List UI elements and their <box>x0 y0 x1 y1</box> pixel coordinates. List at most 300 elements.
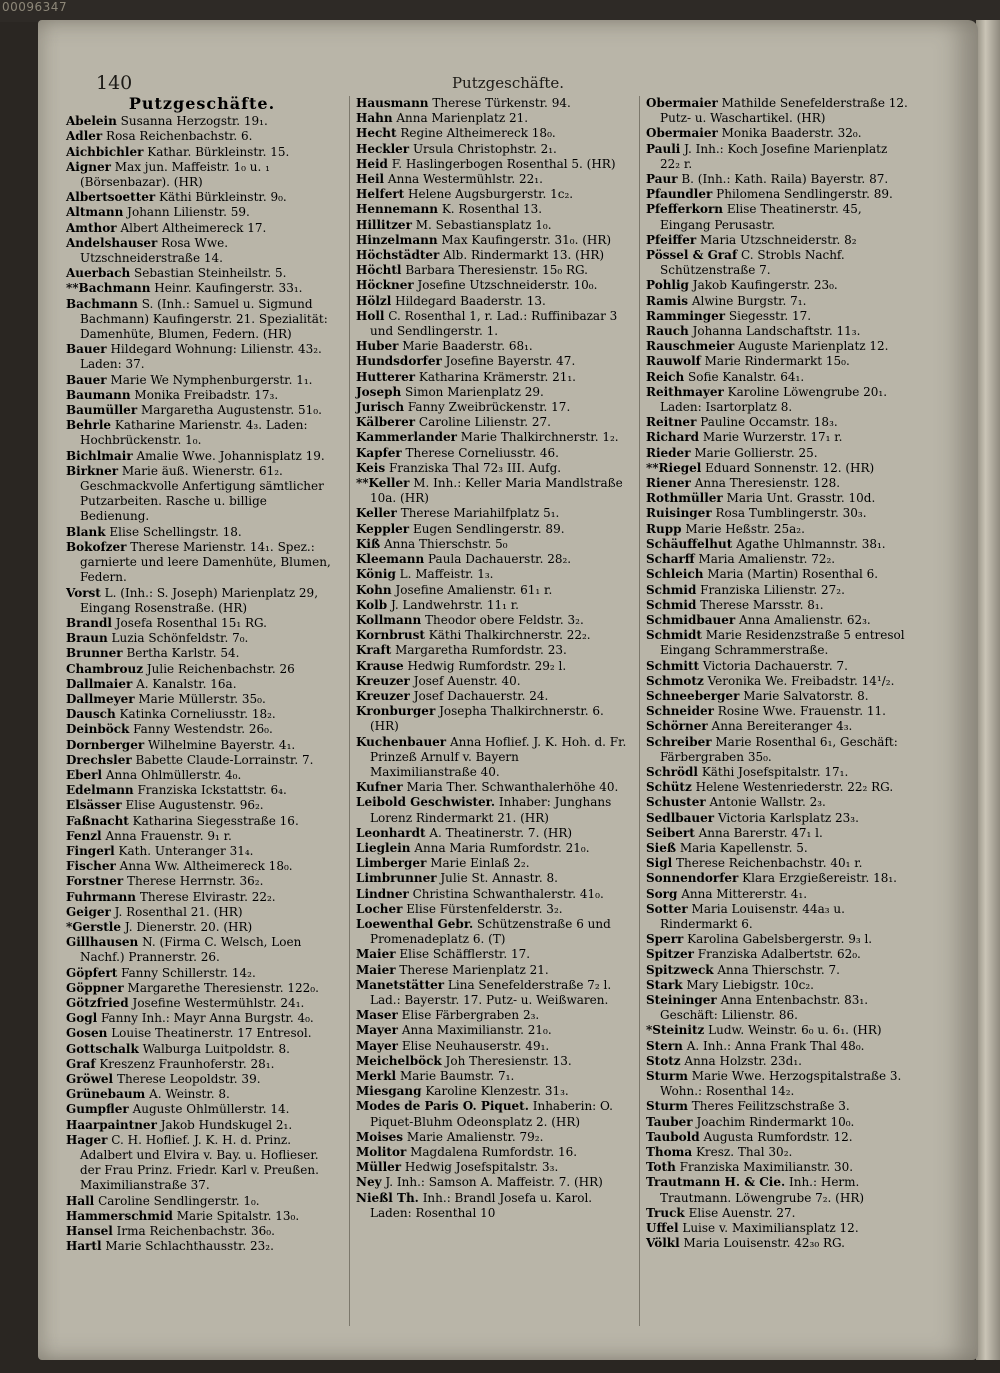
directory-entry <box>646 735 911 765</box>
entry-details: Elise Auenstr. 27. <box>688 1205 796 1220</box>
entry-details: J. Dienerstr. 20. (HR) <box>124 919 253 934</box>
entry-details: F. Haslingerbogen Rosenthal 5. (HR) <box>391 156 616 171</box>
directory-entry <box>66 388 338 403</box>
entry-name: Kohn <box>356 582 392 597</box>
entry-name: Lindner <box>356 886 409 901</box>
directory-entry <box>356 1130 628 1145</box>
entry-name: Dornberger <box>66 737 145 752</box>
entry-details: Susanna Herzogstr. 19₁. <box>120 114 268 129</box>
entry-details: Fanny Inh.: Mayr Anna Burgstr. 4₀. <box>101 1011 314 1026</box>
directory-entry <box>66 205 338 220</box>
entry-details: Kath. Unteranger 31₄. <box>118 843 254 858</box>
entry-details: Maria Utzschneiderstr. 8₂ <box>700 232 857 247</box>
entry-details: Anna Hoflief. J. K. Hoh. d. Fr. Prinzeß Arnulf v. Bayern Maximilianstraße 40. <box>370 734 627 779</box>
directory-entry <box>356 689 628 704</box>
entry-name: Höchtl <box>356 263 402 278</box>
entry-details: Lina Senefelderstraße 7₂ l. Lad.: Bayerstr. 17. Putz- u. Weißwaren. <box>370 977 612 1007</box>
entry-name: Braun <box>66 631 108 646</box>
entry-details: Anna Mittererstr. 4₁. <box>681 886 808 901</box>
entry-name: Gumpfler <box>66 1102 129 1117</box>
directory-column-3 <box>646 96 911 1251</box>
directory-entry <box>356 263 628 278</box>
directory-entry <box>646 1206 911 1221</box>
directory-entry <box>646 278 911 293</box>
entry-details: Katharina Krämerstr. 21₁. <box>418 369 576 384</box>
page-number: 140 <box>96 72 133 94</box>
entry-details: Anna Barerstr. 47₁ l. <box>698 825 823 840</box>
directory-entry <box>66 1194 338 1209</box>
entry-name: Reitner <box>646 415 697 430</box>
directory-entry <box>356 1023 628 1038</box>
entry-details: Josefine Utzschneiderstr. 10₀. <box>417 278 598 293</box>
entry-name: Höckner <box>356 278 414 293</box>
entry-details: J. Landwehrstr. 11₁ r. <box>390 597 519 612</box>
directory-entry <box>66 449 338 464</box>
entry-details: Marie Rosenthal 6₁, Geschäft: Färbergraben 35₀. <box>660 734 898 764</box>
entry-details: Johanna Landschaftstr. 11₃. <box>692 324 861 339</box>
directory-entry <box>66 935 338 965</box>
entry-name: Gogl <box>66 1011 98 1026</box>
entry-details: Inhaber: Junghans Lorenz Rindermarkt 21. (HR) <box>370 795 612 825</box>
entry-details: Marie Gollierstr. 25. <box>694 445 818 460</box>
entry-details: Josefa Rosenthal 15₁ RG. <box>115 615 267 630</box>
directory-entry <box>646 947 911 962</box>
entry-name: Molitor <box>356 1145 407 1160</box>
directory-entry <box>356 218 628 233</box>
entry-details: A. Inh.: Anna Frank Thal 48₀. <box>686 1038 865 1053</box>
directory-entry <box>66 996 338 1011</box>
entry-details: Eugen Sendlingerstr. 89. <box>412 521 565 536</box>
entry-details: Maria Amalienstr. 72₂. <box>698 552 836 567</box>
entry-name: Stern <box>646 1038 683 1053</box>
entry-name: Pössel & Graf <box>646 248 738 263</box>
directory-entry <box>646 567 911 582</box>
directory-entry <box>646 142 911 172</box>
entry-details: Bertha Karlstr. 54. <box>126 646 240 661</box>
directory-entry <box>66 981 338 996</box>
entry-name: Loewenthal Gebr. <box>356 916 474 931</box>
directory-entry <box>356 309 628 339</box>
entry-details: Johann Lilienstr. 59. <box>127 205 250 220</box>
directory-entry <box>66 859 338 874</box>
entry-details: Irma Reichenbachstr. 36₀. <box>116 1224 275 1239</box>
entry-details: Helene Westenriederstr. 22₂ RG. <box>695 780 894 795</box>
entry-details: K. Rosenthal 13. <box>441 202 543 217</box>
directory-entry <box>66 160 338 190</box>
directory-entry <box>66 753 338 768</box>
directory-entry <box>356 537 628 552</box>
directory-entry <box>356 126 628 141</box>
directory-entry <box>356 826 628 841</box>
entry-name: Forstner <box>66 874 124 889</box>
entry-details: Margaretha Rumfordstr. 23. <box>395 643 567 658</box>
entry-name: Spitzer <box>646 947 694 962</box>
directory-entry <box>646 1175 911 1205</box>
entry-details: Julie Reichenbachstr. 26 <box>146 661 295 676</box>
entry-details: Amalie Wwe. Johannisplatz 19. <box>136 448 325 463</box>
directory-entry <box>66 738 338 753</box>
entry-details: Victoria Dachauerstr. 7. <box>702 658 848 673</box>
entry-details: Mary Liebigstr. 10c₂. <box>686 977 814 992</box>
entry-details: Katharine Marienstr. 4₃. Laden: Hochbrückenstr. 1₀. <box>80 418 308 448</box>
entry-details: J. Inh.: Samson A. Maffeistr. 7. (HR) <box>385 1175 603 1190</box>
entry-name: Schmid <box>646 582 697 597</box>
directory-entry <box>356 583 628 598</box>
entry-details: Marie Einlaß 2₂. <box>430 856 530 871</box>
directory-entry <box>66 129 338 144</box>
entry-details: Marie Müllerstr. 35₀. <box>138 691 266 706</box>
entry-details: Luzia Schönfeldstr. 7₀. <box>111 631 249 646</box>
entry-details: Simon Marienplatz 29. <box>405 384 544 399</box>
directory-entry <box>356 552 628 567</box>
entry-details: Walburga Luitpoldstr. 8. <box>142 1041 290 1056</box>
entry-name: Faßnacht <box>66 813 129 828</box>
directory-entry <box>356 1008 628 1023</box>
entry-details: Max Kaufingerstr. 31₀. (HR) <box>441 232 612 247</box>
entry-details: Marie Residenzstraße 5 entresol Eingang Schrammerstraße. <box>660 628 905 658</box>
directory-entry <box>646 978 911 993</box>
entry-name: Schütz <box>646 780 692 795</box>
entry-name: Leibold Geschwister. <box>356 795 496 810</box>
entry-name: Dausch <box>66 707 116 722</box>
entry-details: Marie äuß. Wienerstr. 61₂. Geschmackvolle Anfertigung sämtlicher Putzarbeiten. Rasche u. billige Bedienung. <box>80 463 324 524</box>
directory-entry <box>356 598 628 613</box>
entry-details: Monika Baaderstr. 32₀. <box>721 126 862 141</box>
entry-details: Theodor obere Feldstr. 3₂. <box>425 612 584 627</box>
directory-entry <box>66 1042 338 1057</box>
directory-entry <box>356 947 628 962</box>
directory-entry <box>356 415 628 430</box>
entry-details: Anna Ohlmüllerstr. 4₀. <box>105 767 242 782</box>
entry-name: Kreuzer <box>356 688 410 703</box>
directory-entry <box>646 552 911 567</box>
directory-entry <box>66 890 338 905</box>
entry-details: Anna Maria Rumfordstr. 21₀. <box>414 840 590 855</box>
entry-name: Kornbrust <box>356 628 425 643</box>
entry-details: Marie Rindermarkt 15₀. <box>704 354 850 369</box>
directory-entry <box>356 446 628 461</box>
entry-details: Anna Thierschstr. 7. <box>717 962 840 977</box>
entry-details: Klara Erzgießereistr. 18₁. <box>742 871 897 886</box>
entry-details: Jakob Hundskugel 2₁. <box>160 1117 293 1132</box>
entry-details: Hildegard Baaderstr. 13. <box>395 293 546 308</box>
entry-name: Fuhrmann <box>66 889 137 904</box>
entry-details: Rosa Reichenbachstr. 6. <box>106 129 253 144</box>
entry-name: Hartl <box>66 1239 102 1254</box>
directory-entry <box>66 1011 338 1026</box>
entry-details: Mathilde Senefelderstraße 12. Putz- u. Waschartikel. (HR) <box>660 96 908 126</box>
directory-entry <box>356 674 628 689</box>
directory-entry <box>646 1099 911 1114</box>
entry-name: Hundsdorfer <box>356 354 442 369</box>
entry-name: Hansel <box>66 1224 113 1239</box>
directory-entry <box>356 187 628 202</box>
entry-name: Leonhardt <box>356 825 426 840</box>
entry-details: Katharina Siegesstraße 16. <box>132 813 299 828</box>
directory-entry <box>646 506 911 521</box>
entry-name: Schneeberger <box>646 688 740 703</box>
entry-name: Scharff <box>646 552 695 567</box>
directory-entry <box>646 248 911 278</box>
directory-entry <box>66 798 338 813</box>
entry-details: Elise Fürstenfelderstr. 3₂. <box>406 901 563 916</box>
entry-name: Paur <box>646 172 678 187</box>
entry-details: Fanny Schillerstr. 14₂. <box>121 965 256 980</box>
entry-details: Jakob Kaufingerstr. 23₀. <box>692 278 838 293</box>
entry-details: Franziska Maximilianstr. 30. <box>679 1160 854 1175</box>
entry-name: Hölzl <box>356 293 392 308</box>
entry-details: Inh.: Herm. Trautmann. Löwengrube 7₂. (HR) <box>660 1175 865 1205</box>
entry-name: Obermaier <box>646 126 718 141</box>
directory-entry <box>356 659 628 674</box>
entry-name: Modes de Paris O. Piquet. <box>356 1099 529 1114</box>
directory-entry <box>646 689 911 704</box>
directory-entry <box>646 795 911 810</box>
directory-entry <box>646 659 911 674</box>
entry-name: Bachmann <box>66 296 138 311</box>
directory-entry <box>646 628 911 658</box>
entry-details: Wilhelmine Bayerstr. 4₁. <box>147 737 296 752</box>
entry-details: Anna Frauenstr. 9₁ r. <box>105 828 232 843</box>
entry-name: Völkl <box>646 1236 680 1251</box>
directory-entry <box>66 1102 338 1117</box>
entry-name: Schörner <box>646 719 708 734</box>
directory-entry <box>356 887 628 902</box>
entry-details: Babette Claude-Lorrainstr. 7. <box>135 752 314 767</box>
entry-name: **Bachmann <box>66 281 151 296</box>
entry-name: Mayer <box>356 1038 398 1053</box>
entry-details: J. Rosenthal 21. (HR) <box>114 904 243 919</box>
entry-name: Schrödl <box>646 764 698 779</box>
directory-entry <box>356 461 628 476</box>
directory-entry <box>646 811 911 826</box>
entry-name: Kronburger <box>356 704 436 719</box>
entry-details: Hedwig Josefspitalstr. 3₃. <box>404 1160 559 1175</box>
column-divider <box>349 96 350 1326</box>
entry-name: Heid <box>356 156 388 171</box>
directory-entry <box>356 385 628 400</box>
entry-name: Kuchenbauer <box>356 734 447 749</box>
entry-details: Marie Wwe. Herzogspitalstraße 3. Wohn.: Rosenthal 14₂. <box>660 1069 902 1099</box>
entry-name: Behrle <box>66 418 112 433</box>
entry-details: A. Weinstr. 8. <box>149 1087 230 1102</box>
directory-entry <box>66 768 338 783</box>
running-head: Putzgeschäfte. <box>451 74 565 92</box>
entry-name: Deinböck <box>66 722 130 737</box>
directory-column-1 <box>66 96 338 1254</box>
directory-entry <box>356 233 628 248</box>
entry-name: Meichelböck <box>356 1053 442 1068</box>
entry-name: Limbrunner <box>356 871 437 886</box>
directory-entry <box>646 385 911 415</box>
entry-details: Christina Schwanthalerstr. 41₀. <box>412 886 604 901</box>
entry-details: Kresz. Thal 30₂. <box>695 1145 793 1160</box>
entry-name: Keppler <box>356 521 410 536</box>
directory-entry <box>66 297 338 343</box>
entry-name: Dallmeyer <box>66 691 135 706</box>
directory-entry <box>356 795 628 825</box>
directory-entry <box>66 221 338 236</box>
directory-entry <box>356 628 628 643</box>
directory-entry <box>646 96 911 126</box>
entry-details: Maria Unt. Grasstr. 10d. <box>726 491 876 506</box>
entry-details: Julie St. Annastr. 8. <box>440 871 558 886</box>
entry-details: Karolina Gabelsbergerstr. 9₃ l. <box>687 932 873 947</box>
entry-name: Jurisch <box>356 400 405 415</box>
entry-details: Elise Neuhauserstr. 49₁. <box>401 1038 550 1053</box>
entry-details: Auguste Ohlmüllerstr. 14. <box>132 1102 290 1117</box>
entry-details: Marie Salvatorstr. 8. <box>743 688 869 703</box>
entry-details: Margaretha Augustenstr. 51₀. <box>140 403 322 418</box>
entry-details: Caroline Sendlingerstr. 1₀. <box>98 1193 260 1208</box>
entry-details: Kathar. Bürkleinstr. 15. <box>147 144 290 159</box>
directory-entry <box>646 537 911 552</box>
directory-entry <box>356 1084 628 1099</box>
entry-name: Hennemann <box>356 202 438 217</box>
entry-details: Caroline Lilienstr. 27. <box>418 415 551 430</box>
entry-name: Gottschalk <box>66 1041 139 1056</box>
entry-name: Schmidbauer <box>646 612 736 627</box>
entry-name: Seibert <box>646 825 695 840</box>
directory-entry <box>646 780 911 795</box>
entry-name: Merkl <box>356 1069 397 1083</box>
entry-name: Aigner <box>66 159 111 174</box>
entry-name: *Gerstle <box>66 919 121 934</box>
directory-entry <box>356 1054 628 1069</box>
entry-name: Albertsoetter <box>66 190 156 205</box>
entry-name: Sedlbauer <box>646 810 715 825</box>
entry-details: Rosa Wwe. Utzschneiderstraße 14. <box>80 235 229 266</box>
entry-details: N. (Firma C. Welsch, Loen Nachf.) Prannerstr. 26. <box>80 935 302 965</box>
directory-entry <box>356 248 628 263</box>
entry-name: Hutterer <box>356 369 416 384</box>
entry-name: Kiß <box>356 536 381 551</box>
entry-name: Göpfert <box>66 965 118 980</box>
entry-details: Rosa Tumblingerstr. 30₃. <box>715 506 867 521</box>
entry-name: Schmid <box>646 597 697 612</box>
directory-entry <box>356 643 628 658</box>
entry-name: Mayer <box>356 1023 398 1038</box>
entry-name: Pfeiffer <box>646 232 697 247</box>
entry-details: Anna Theresienstr. 128. <box>694 476 841 491</box>
directory-entry <box>66 1239 338 1254</box>
entry-details: Veronika We. Freibadstr. 14¹/₂. <box>707 673 895 688</box>
directory-entry <box>356 1160 628 1175</box>
directory-entry <box>356 613 628 628</box>
entry-details: Philomena Sendlingerstr. 89. <box>716 187 893 202</box>
scan-strip <box>0 0 1000 22</box>
entry-details: Franziska Lilienstr. 27₂. <box>700 582 845 597</box>
directory-entry <box>356 963 628 978</box>
entry-details: Inhaberin: O. Piquet-Bluhm Odeonsplatz 2. (HR) <box>370 1099 613 1129</box>
entry-details: Eduard Sonnenstr. 12. (HR) <box>705 460 875 475</box>
entry-details: Therese Reichenbachstr. 40₁ r. <box>676 856 863 871</box>
entry-details: J. Inh.: Koch Josefine Marienplatz 22₂ r. <box>660 141 888 171</box>
entry-details: Anna Marienplatz 21. <box>396 111 529 126</box>
entry-details: Josefine Bayerstr. 47. <box>445 354 576 369</box>
directory-entry <box>646 841 911 856</box>
entry-name: Krause <box>356 658 404 673</box>
directory-entry <box>66 190 338 205</box>
entry-name: Gillhausen <box>66 935 139 950</box>
entry-details: Josef Auenstr. 40. <box>413 673 521 688</box>
entry-details: Joachim Rindermarkt 10₀. <box>696 1114 855 1129</box>
entry-name: Maser <box>356 1008 398 1023</box>
directory-entry <box>66 418 338 448</box>
directory-entry <box>356 142 628 157</box>
directory-entry <box>646 370 911 385</box>
entry-name: Bauer <box>66 342 107 357</box>
entry-details: Alwine Burgstr. 7₁. <box>691 293 807 308</box>
directory-entry <box>66 722 338 737</box>
directory-entry <box>66 1072 338 1087</box>
entry-name: Stark <box>646 977 683 992</box>
entry-name: Höchstädter <box>356 248 440 263</box>
entry-name: Rothmüller <box>646 491 723 506</box>
directory-entry <box>66 403 338 418</box>
entry-details: Maria Kapellenstr. 5. <box>679 840 808 855</box>
directory-entry <box>66 145 338 160</box>
book-edge <box>976 20 1000 1360</box>
entry-name: Hausmann <box>356 96 429 110</box>
entry-details: Anna Amalienstr. 62₃. <box>739 612 871 627</box>
directory-entry <box>356 780 628 795</box>
entry-name: Stotz <box>646 1053 681 1068</box>
entry-name: Rieder <box>646 445 691 460</box>
entry-details: S. (Inh.: Samuel u. Sigmund Bachmann) Kaufingerstr. 21. Spezialität: Damenhüte, Blumen, Federn. (HR) <box>80 296 328 342</box>
entry-details: Therese Mariahilfplatz 5₁. <box>400 506 560 521</box>
entry-details: Franziska Thal 72₃ III. Aufg. <box>388 460 562 475</box>
entry-name: Fingerl <box>66 843 115 858</box>
directory-entry <box>66 631 338 646</box>
entry-name: Fenzl <box>66 828 102 843</box>
entry-details: A. Theatinerstr. 7. (HR) <box>429 825 573 840</box>
entry-name: Ramis <box>646 293 689 308</box>
entry-details: Hedwig Rumfordstr. 29₂ l. <box>407 658 567 673</box>
entry-name: Ramminger <box>646 308 726 323</box>
directory-entry <box>66 540 338 586</box>
entry-details: Josefine Westermühlstr. 24₁. <box>132 995 305 1010</box>
entry-name: Miesgang <box>356 1084 422 1099</box>
directory-entry <box>646 187 911 202</box>
directory-entry <box>646 430 911 445</box>
entry-details: Auguste Marienplatz 12. <box>738 339 889 354</box>
entry-name: Chambrouz <box>66 661 144 676</box>
directory-entry <box>646 491 911 506</box>
entry-name: Kolb <box>356 597 388 612</box>
directory-entry <box>646 1160 911 1175</box>
directory-entry <box>66 692 338 707</box>
directory-entry <box>66 1087 338 1102</box>
entry-name: Sturm <box>646 1069 688 1083</box>
directory-entry <box>356 339 628 354</box>
entry-details: Therese Türkenstr. 94. <box>432 96 571 110</box>
entry-name: Elsässer <box>66 798 122 813</box>
entry-name: Hammerschmid <box>66 1208 173 1223</box>
entry-name: Dallmaier <box>66 676 133 691</box>
entry-name: **Riegel <box>646 460 702 475</box>
entry-details: Anna Bereiteranger 4₃. <box>711 719 853 734</box>
directory-entry <box>646 719 911 734</box>
entry-details: M. Sebastiansplatz 1₀. <box>415 217 552 232</box>
directory-entry <box>646 871 911 886</box>
directory-entry <box>646 522 911 537</box>
entry-details: Margarethe Theresienstr. 122₀. <box>127 980 319 995</box>
entry-name: Obermaier <box>646 96 718 110</box>
entry-name: Kapfer <box>356 445 402 460</box>
entry-name: Hall <box>66 1193 95 1208</box>
directory-entry <box>356 1191 628 1221</box>
